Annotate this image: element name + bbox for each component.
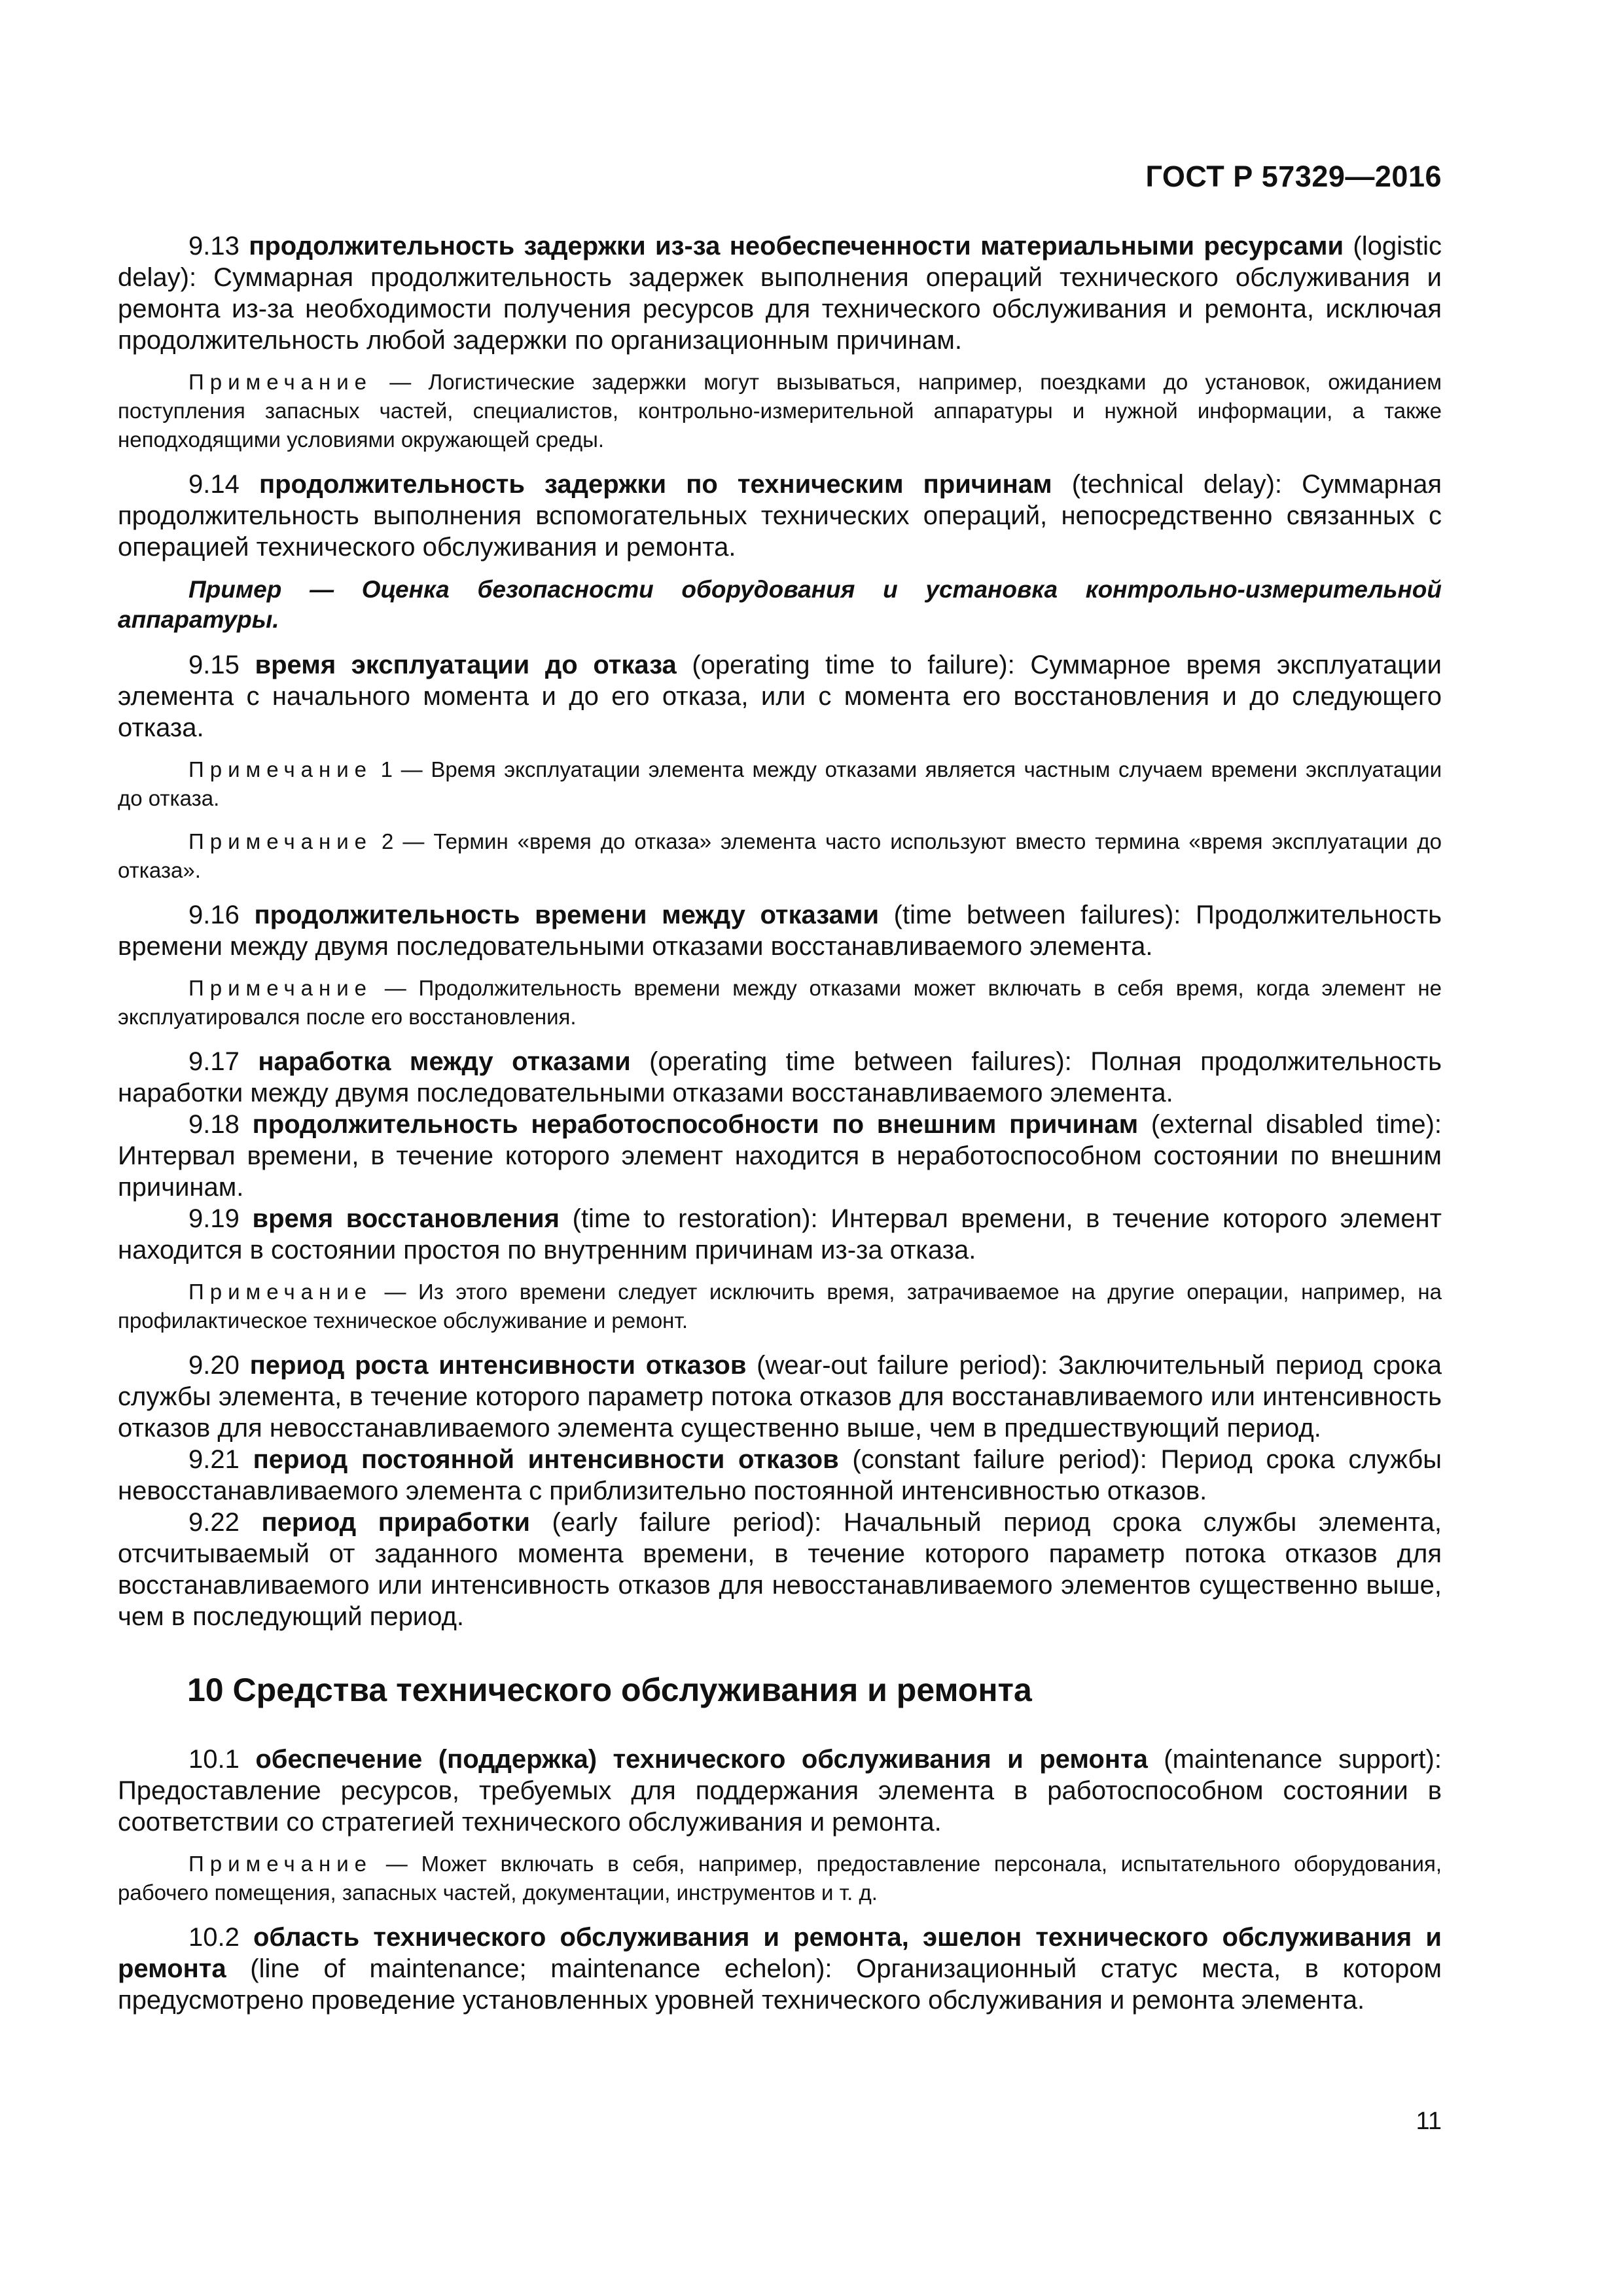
term-definition: (constant failure period): Период срока службы невосстанавливаемого элемента с приблизительно постоянной интенсивностью отказов. bbox=[118, 1445, 1442, 1505]
note-number: 2 bbox=[372, 829, 394, 853]
term-definition: (technical delay): Суммарная продолжительность выполнения вспомогательных технических операций, непосредственно связанных с операцией технического обслуживания и ремонта. bbox=[118, 470, 1442, 562]
term-title: период постоянной интенсивности отказов bbox=[253, 1445, 839, 1474]
note-text: — Термин «время до отказа» элемента часто используют вместо термина «время эксплуатации до отказа». bbox=[118, 829, 1442, 882]
term-title: продолжительность задержки из-за необеспеченности материальными ресурсами bbox=[249, 232, 1344, 260]
term-9-22 bbox=[118, 1507, 1442, 1632]
term-number: 9.19 bbox=[188, 1204, 240, 1233]
note-9-15-2 bbox=[118, 827, 1442, 885]
note-10-1 bbox=[118, 1850, 1442, 1907]
term-title: продолжительность времени между отказами bbox=[254, 901, 880, 929]
note-text: — Может включать в себя, например, предоставление персонала, испытательного оборудования, рабочего помещения, запасных частей, документации, инструментов и т. д. bbox=[118, 1852, 1442, 1905]
document-id-header: ГОСТ Р 57329—2016 bbox=[1145, 160, 1442, 193]
term-number: 9.14 bbox=[188, 470, 240, 499]
note-label: Примечание bbox=[188, 757, 373, 781]
note-text: — Логистические задержки могут вызываться, например, поездками до установок, ожиданием поступления запасных частей, специалистов, контрольно-измерительной аппаратуры и нужной информации, а также неподходящими условиями окружающей среды. bbox=[118, 370, 1442, 452]
term-9-18 bbox=[118, 1109, 1442, 1203]
term-number: 9.20 bbox=[188, 1351, 240, 1380]
term-definition: (operating time between failures): Полная продолжительность наработки между двумя последовательными отказами восстанавливаемого элемента. bbox=[118, 1047, 1442, 1107]
term-title: обеспечение (поддержка) технического обслуживания и ремонта bbox=[255, 1745, 1148, 1774]
term-9-14 bbox=[118, 469, 1442, 563]
term-number: 9.16 bbox=[188, 901, 240, 929]
term-number: 9.21 bbox=[188, 1445, 240, 1474]
note-label: Примечание bbox=[188, 1852, 373, 1876]
term-9-17 bbox=[118, 1046, 1442, 1109]
term-definition: (time between failures): Продолжительность времени между двумя последовательными отказами восстанавливаемого элемента. bbox=[118, 901, 1442, 961]
note-number: 1 bbox=[372, 757, 393, 781]
note-text: — Время эксплуатации элемента между отказами является частным случаем времени эксплуатации до отказа. bbox=[118, 757, 1442, 810]
document-body bbox=[118, 230, 1442, 2028]
example-9-14: Пример — Оценка безопасности оборудования и установка контрольно-измерительной аппаратуры. bbox=[118, 576, 1442, 633]
term-definition: (operating time to failure): Суммарное время эксплуатации элемента с начального момента и до его отказа, или с момента его восстановления и до следующего отказа. bbox=[118, 651, 1442, 742]
note-text: — Из этого времени следует исключить время, затрачиваемое на другие операции, например, на профилактическое техническое обслуживание и ремонт. bbox=[118, 1280, 1442, 1333]
term-definition: (time to restoration): Интервал времени, в течение которого элемент находится в состоянии простоя по внутренним причинам из-за отказа. bbox=[118, 1204, 1442, 1265]
term-number: 10.2 bbox=[188, 1923, 240, 1952]
term-title: наработка между отказами bbox=[258, 1047, 631, 1076]
term-definition: (external disabled time): Интервал времени, в течение которого элемент находится в неработоспособном состоянии по внешним причинам. bbox=[118, 1110, 1442, 1202]
term-title: область технического обслуживания и ремонта, эшелон технического обслуживания и ремонта bbox=[118, 1923, 1442, 1983]
note-label: Примечание bbox=[188, 370, 373, 394]
term-definition: (logistic delay): Суммарная продолжительность задержек выполнения операций технического обслуживания и ремонта из-за необходимости получения ресурсов для технического обслуживания и ремонта, исключая продолжительность любой задержки по организационным причинам. bbox=[118, 232, 1442, 355]
page-number: 11 bbox=[1416, 2108, 1442, 2135]
term-number: 10.1 bbox=[188, 1745, 240, 1774]
term-9-21 bbox=[118, 1444, 1442, 1507]
section-heading-10: 10 Средства технического обслуживания и ремонта bbox=[187, 1672, 1032, 1708]
term-number: 9.17 bbox=[188, 1047, 240, 1076]
term-10-2 bbox=[118, 1922, 1442, 2016]
term-9-20 bbox=[118, 1350, 1442, 1444]
term-title: продолжительность неработоспособности по внешним причинам bbox=[252, 1110, 1139, 1139]
term-9-19 bbox=[118, 1203, 1442, 1266]
note-label: Примечание bbox=[188, 1280, 373, 1304]
term-definition: (wear-out failure period): Заключительный период срока службы элемента, в течение которого параметр потока отказов для восстанавливаемого или интенсивность отказов для невосстанавливаемого элемента существенно выше, чем в предшествующий период. bbox=[118, 1351, 1442, 1443]
term-10-1 bbox=[118, 1744, 1442, 1838]
term-number: 9.18 bbox=[188, 1110, 240, 1139]
term-title: период приработки bbox=[261, 1508, 530, 1537]
term-definition: (early failure period): Начальный период срока службы элемента, отсчитываемый от заданного момента времени, в течение которого параметр потока отказов для восстанавливаемого или интенсивность отказов для невосстанавливаемого элементов существенно выше, чем в последующий период. bbox=[118, 1508, 1442, 1631]
note-text: — Продолжительность времени между отказами может включать в себя время, когда элемент не эксплуатировался после его восстановления. bbox=[118, 976, 1442, 1029]
note-9-19 bbox=[118, 1278, 1442, 1335]
term-number: 9.13 bbox=[188, 232, 240, 260]
term-title: период роста интенсивности отказов bbox=[249, 1351, 747, 1380]
note-label: Примечание bbox=[188, 976, 373, 1000]
term-number: 9.22 bbox=[188, 1508, 240, 1537]
note-9-13 bbox=[118, 368, 1442, 454]
term-9-16 bbox=[118, 899, 1442, 962]
term-title: продолжительность задержки по техническим причинам bbox=[259, 470, 1052, 499]
term-9-15 bbox=[118, 649, 1442, 744]
term-definition: (line of maintenance; maintenance echelon): Организационный статус места, в котором предусмотрено проведение установленных уровней технического обслуживания и ремонта элемента. bbox=[118, 1954, 1442, 2015]
note-9-15-1 bbox=[118, 755, 1442, 813]
term-title: время восстановления bbox=[252, 1204, 560, 1233]
term-number: 9.15 bbox=[188, 651, 240, 679]
term-definition: (maintenance support): Предоставление ресурсов, требуемых для поддержания элемента в работоспособном состоянии в соответствии со стратегией технического обслуживания и ремонта. bbox=[118, 1745, 1442, 1837]
note-label: Примечание bbox=[188, 829, 373, 853]
note-9-16 bbox=[118, 974, 1442, 1031]
term-title: время эксплуатации до отказа bbox=[255, 651, 677, 679]
term-9-13 bbox=[118, 230, 1442, 356]
